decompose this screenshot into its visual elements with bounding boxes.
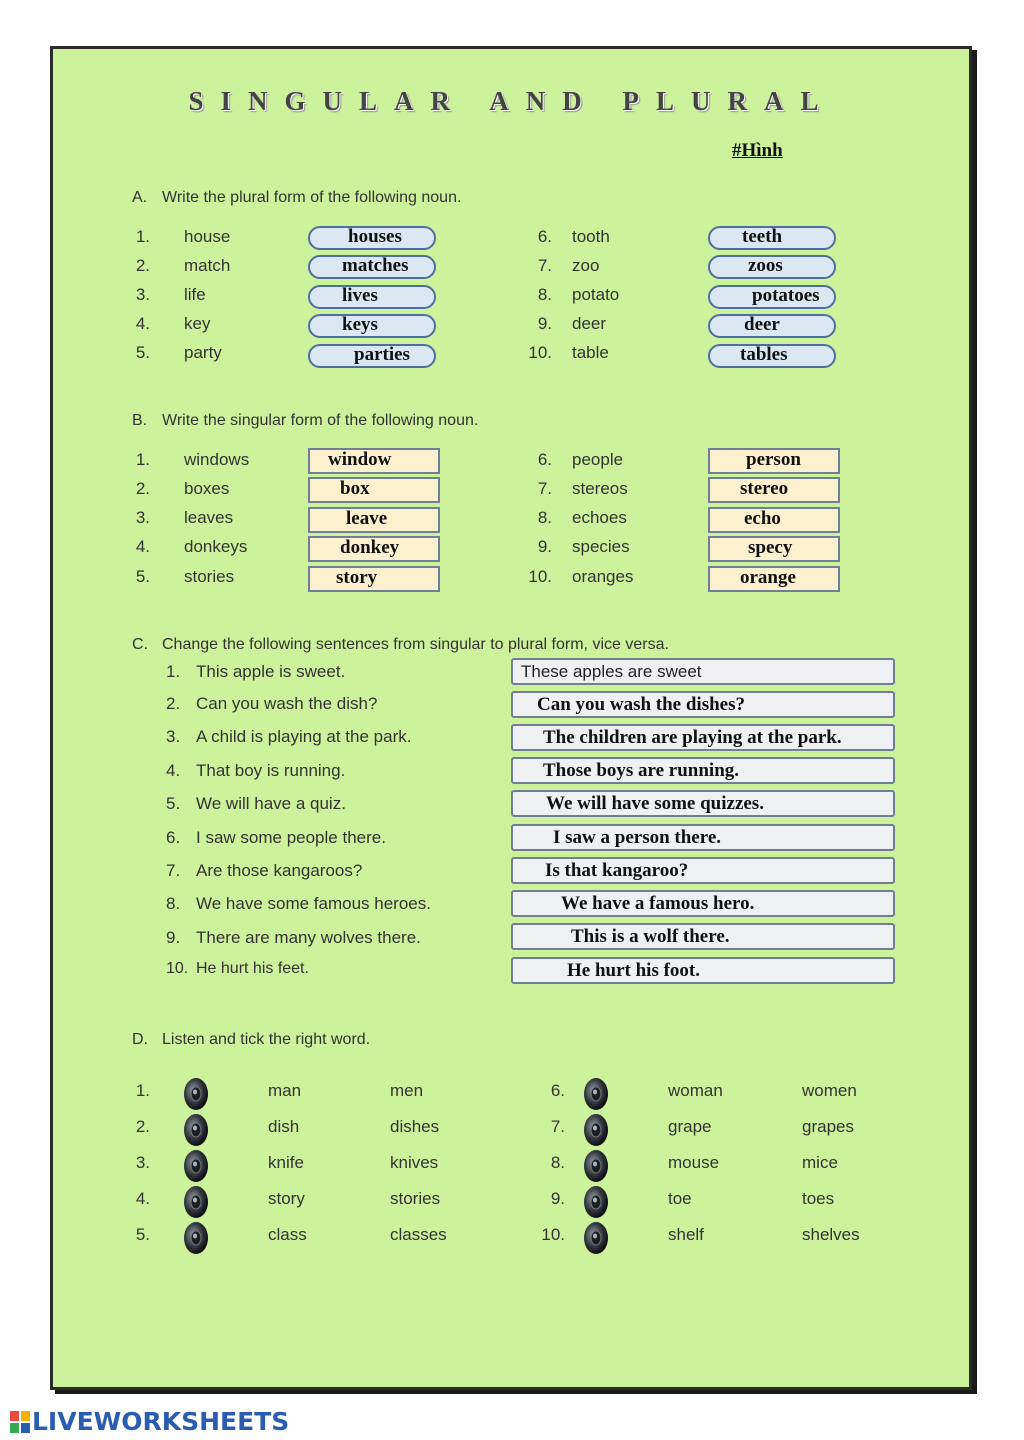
section-a-letter: A. — [132, 189, 148, 206]
section-c-sentence — [166, 861, 362, 881]
section-d-item-number: 3. — [135, 1153, 150, 1172]
section-c-answer-field[interactable]: Those boys are running. — [511, 757, 895, 784]
section-a-item-word: zoo — [572, 256, 600, 275]
section-b-heading — [132, 412, 478, 430]
section-d-option-singular[interactable]: story — [268, 1189, 305, 1208]
section-c-sentence — [166, 894, 431, 914]
section-b-answer-field[interactable]: specy — [708, 536, 840, 562]
section-a-answer-field[interactable]: lives — [308, 285, 436, 309]
section-c-sentence-text: I saw some people there. — [196, 828, 386, 847]
section-b-item-number: 4. — [135, 537, 150, 556]
section-a-item-number: 2. — [135, 256, 150, 275]
footer-brand-text: LIVEWORKSHEETS — [32, 1407, 290, 1436]
section-a-answer-field[interactable]: zoos — [708, 255, 836, 279]
liveworksheets-logo-icon — [10, 1411, 30, 1433]
speaker-icon[interactable] — [583, 1113, 609, 1147]
section-a-item-number: 9. — [537, 314, 552, 333]
section-b-answer-field[interactable]: stereo — [708, 477, 840, 503]
section-c-answer-field[interactable]: I saw a person there. — [511, 824, 895, 851]
section-c-item-number: 7. — [166, 861, 181, 880]
section-a-answer-field[interactable]: parties — [308, 344, 436, 368]
section-b-instruction: Write the singular form of the following noun. — [162, 412, 479, 429]
section-d-option-singular[interactable]: knife — [268, 1153, 304, 1172]
section-a-item-word: party — [184, 343, 222, 362]
section-b-answer-field[interactable]: orange — [708, 566, 840, 592]
speaker-icon[interactable] — [583, 1077, 609, 1111]
section-d-heading — [132, 1031, 370, 1049]
section-d-option-plural[interactable]: stories — [390, 1189, 441, 1208]
section-d-option-plural[interactable]: grapes — [802, 1117, 854, 1136]
section-c-item-number: 10. — [166, 960, 189, 977]
section-c-item-number: 1. — [166, 662, 181, 681]
section-d-item-number: 9. — [550, 1189, 565, 1208]
section-d-instruction: Listen and tick the right word. — [162, 1031, 371, 1048]
section-b-answer-field[interactable]: box — [308, 477, 440, 503]
speaker-icon[interactable] — [183, 1185, 209, 1219]
section-c-sentence — [166, 794, 346, 814]
section-b-answer-field[interactable]: echo — [708, 507, 840, 533]
section-d-option-singular[interactable]: grape — [668, 1117, 712, 1136]
section-c-item-number: 8. — [166, 894, 181, 913]
section-c-letter: C. — [132, 636, 148, 653]
section-c-item-number: 6. — [166, 828, 181, 847]
section-c-sentence-text: Can you wash the dish? — [196, 694, 378, 713]
section-d-option-plural[interactable]: shelves — [802, 1225, 860, 1244]
section-d-option-singular[interactable]: man — [268, 1081, 302, 1100]
section-d-item-number: 5. — [135, 1225, 150, 1244]
section-d-item-number: 8. — [550, 1153, 565, 1172]
section-b-item-word: people — [572, 450, 624, 469]
speaker-icon[interactable] — [583, 1185, 609, 1219]
section-d-option-singular[interactable]: shelf — [668, 1225, 704, 1244]
section-a-instruction: Write the plural form of the following noun. — [162, 189, 462, 206]
section-c-sentence-text: That boy is running. — [196, 761, 346, 780]
section-c-item-number: 4. — [166, 761, 181, 780]
worksheet-title: SINGULAR AND PLURAL — [188, 86, 836, 116]
section-a-item-number: 8. — [537, 285, 552, 304]
section-b-item-word: windows — [184, 450, 250, 469]
section-a-item-word: deer — [572, 314, 607, 333]
speaker-icon[interactable] — [183, 1113, 209, 1147]
section-b-item-number: 8. — [537, 508, 552, 527]
section-d-option-plural[interactable]: women — [802, 1081, 857, 1100]
section-b-item-number: 2. — [135, 479, 150, 498]
section-a-item-number: 6. — [537, 227, 552, 246]
section-b-letter: B. — [132, 412, 148, 429]
section-c-sentence — [166, 727, 411, 747]
section-c-sentence-text: He hurt his feet. — [196, 960, 309, 977]
section-c-sentence — [166, 694, 377, 714]
section-a-item-number: 3. — [135, 285, 150, 304]
section-a-answer-field[interactable]: matches — [308, 255, 436, 279]
speaker-icon[interactable] — [583, 1149, 609, 1183]
section-d-option-plural[interactable]: toes — [802, 1189, 835, 1208]
section-d-item-number: 1. — [135, 1081, 150, 1100]
section-c-answer-field[interactable]: The children are playing at the park. — [511, 724, 895, 751]
section-d-option-plural[interactable]: dishes — [390, 1117, 440, 1136]
section-d-item-number: 6. — [550, 1081, 565, 1100]
section-c-item-number: 2. — [166, 694, 181, 713]
section-c-sentence-text: There are many wolves there. — [196, 928, 421, 947]
section-d-item-number: 2. — [135, 1117, 150, 1136]
section-a-item-word: tooth — [572, 227, 610, 246]
speaker-icon[interactable] — [183, 1149, 209, 1183]
section-a-answer-field[interactable]: teeth — [708, 226, 836, 250]
section-b-item-number: 7. — [537, 479, 552, 498]
section-a-item-number: 10. — [528, 343, 552, 362]
section-c-sentence — [166, 761, 345, 781]
section-a-item-word: table — [572, 343, 609, 362]
section-d-option-plural[interactable]: classes — [390, 1225, 447, 1244]
section-a-item-number: 7. — [537, 256, 552, 275]
section-d-item-number: 4. — [135, 1189, 150, 1208]
section-c-sentence — [166, 828, 386, 848]
section-b-answer-field[interactable]: donkey — [308, 536, 440, 562]
section-a-heading — [132, 189, 461, 207]
section-a-item-number: 5. — [135, 343, 150, 362]
section-c-sentence-text: Are those kangaroos? — [196, 861, 363, 880]
section-b-item-number: 10. — [528, 567, 552, 586]
section-c-answer-field[interactable]: These apples are sweet — [511, 658, 895, 685]
section-a-item-number: 4. — [135, 314, 150, 333]
section-c-heading — [132, 636, 669, 654]
section-a-answer-field[interactable]: tables — [708, 344, 836, 368]
section-c-sentence — [166, 960, 309, 978]
section-d-option-singular[interactable]: toe — [668, 1189, 692, 1208]
section-c-sentence — [166, 928, 421, 948]
section-c-answer-field[interactable]: This is a wolf there. — [511, 923, 895, 950]
section-d-option-plural[interactable]: mice — [802, 1153, 838, 1172]
section-b-item-number: 1. — [135, 450, 150, 469]
section-d-option-singular[interactable]: mouse — [668, 1153, 720, 1172]
section-c-answer-field[interactable]: Can you wash the dishes? — [511, 691, 895, 718]
section-c-sentence — [166, 662, 345, 682]
section-c-answer-field[interactable]: We have a famous hero. — [511, 890, 895, 917]
section-a-answer-field[interactable]: deer — [708, 314, 836, 338]
section-b-item-word: boxes — [184, 479, 230, 498]
section-c-sentence-text: We will have a quiz. — [196, 794, 346, 813]
section-a-answer-field[interactable]: potatoes — [708, 285, 836, 309]
section-b-item-word: stories — [184, 567, 235, 586]
section-a-item-word: match — [184, 256, 231, 275]
section-d-option-singular[interactable]: dish — [268, 1117, 300, 1136]
section-c-item-number: 3. — [166, 727, 181, 746]
section-b-item-word: oranges — [572, 567, 634, 586]
section-d-item-number: 10. — [541, 1225, 565, 1244]
section-c-answer-field[interactable]: Is that kangaroo? — [511, 857, 895, 884]
speaker-icon[interactable] — [583, 1221, 609, 1255]
section-c-answer-field[interactable]: He hurt his foot. — [511, 957, 895, 984]
section-a-item-word: potato — [572, 285, 620, 304]
section-a-item-word: house — [184, 227, 231, 246]
section-d-option-singular[interactable]: woman — [668, 1081, 723, 1100]
section-b-item-number: 6. — [537, 450, 552, 469]
section-b-item-number: 9. — [537, 537, 552, 556]
section-b-answer-field[interactable]: window — [308, 448, 440, 474]
section-b-item-word: echoes — [572, 508, 627, 527]
section-b-item-word: donkeys — [184, 537, 248, 556]
section-a-item-number: 1. — [135, 227, 150, 246]
speaker-icon[interactable] — [183, 1077, 209, 1111]
section-c-sentence-text: This apple is sweet. — [196, 662, 346, 681]
section-c-instruction: Change the following sentences from singular to plural form, vice versa. — [162, 636, 669, 653]
section-b-item-word: species — [572, 537, 630, 556]
section-b-item-number: 5. — [135, 567, 150, 586]
section-c-item-number: 5. — [166, 794, 181, 813]
footer-brand[interactable] — [10, 1407, 289, 1436]
section-d-item-number: 7. — [550, 1117, 565, 1136]
section-d-option-plural[interactable]: men — [390, 1081, 424, 1100]
section-c-sentence-text: A child is playing at the park. — [196, 727, 412, 746]
section-b-item-word: stereos — [572, 479, 628, 498]
section-d-option-plural[interactable]: knives — [390, 1153, 439, 1172]
section-c-answer-field[interactable]: We will have some quizzes. — [511, 790, 895, 817]
section-b-item-number: 3. — [135, 508, 150, 527]
section-d-letter: D. — [132, 1031, 148, 1048]
section-d-option-singular[interactable]: class — [268, 1225, 307, 1244]
speaker-icon[interactable] — [183, 1221, 209, 1255]
hashtag-label: #Hình — [732, 140, 783, 161]
section-c-sentence-text: We have some famous heroes. — [196, 894, 431, 913]
section-a-answer-field[interactable]: houses — [308, 226, 436, 250]
section-b-answer-field[interactable]: story — [308, 566, 440, 592]
section-b-answer-field[interactable]: person — [708, 448, 840, 474]
section-a-item-word: life — [184, 285, 206, 304]
section-a-answer-field[interactable]: keys — [308, 314, 436, 338]
section-a-item-word: key — [184, 314, 211, 333]
section-c-item-number: 9. — [166, 928, 181, 947]
section-b-answer-field[interactable]: leave — [308, 507, 440, 533]
section-b-item-word: leaves — [184, 508, 234, 527]
